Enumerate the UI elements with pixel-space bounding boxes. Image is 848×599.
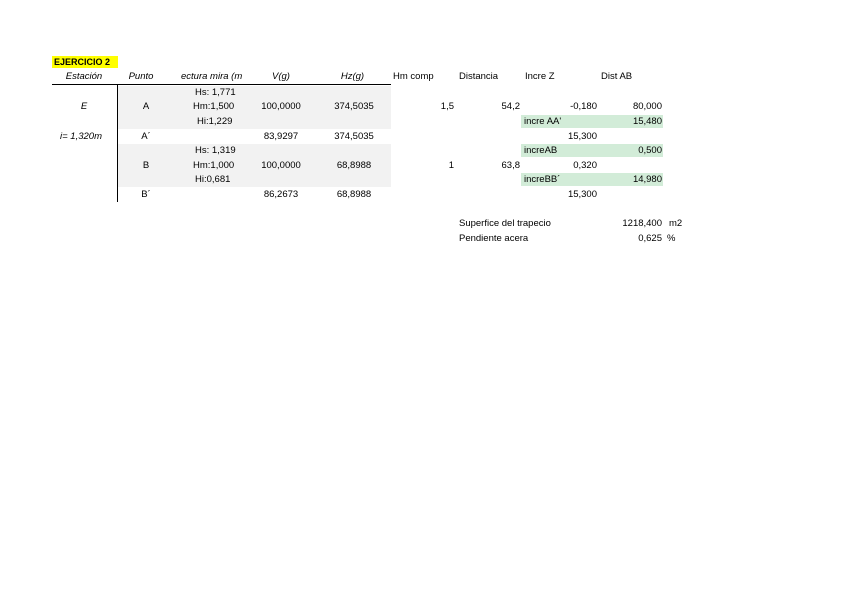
incre-bb-value: 14,980: [632, 174, 662, 185]
header-incre-z: Incre Z: [525, 71, 555, 82]
incre-bb-below: 15,300: [567, 189, 597, 200]
point-a-incre-z: -0,180: [570, 101, 597, 112]
point-b-distancia: 63,8: [501, 160, 520, 171]
header-v: V(g): [272, 71, 290, 82]
incre-ab-value: 0,500: [638, 145, 662, 156]
header-lectura-mira: ectura mira (m: [181, 71, 243, 82]
incre-ab-label: increAB: [524, 145, 558, 156]
point-b-prime-label: B´: [141, 189, 151, 200]
incre-aa-value: 15,480: [632, 116, 662, 127]
superficie-unit: m2: [669, 218, 683, 229]
exercise-title: EJERCICIO 2: [54, 57, 111, 67]
point-b-incre-z: 0,320: [573, 160, 597, 171]
point-a-prime-hz: 374,5035: [334, 131, 374, 142]
point-b-v: 100,0000: [261, 160, 301, 171]
point-a-dist-ab: 80,000: [632, 101, 662, 112]
point-a-prime-label: A´: [141, 131, 151, 142]
header-bottom-border: [52, 84, 391, 85]
incre-aa-below: 15,300: [567, 131, 597, 142]
point-a-hi: Hi:1,229: [197, 116, 233, 127]
header-hz: Hz(g): [340, 71, 365, 82]
point-a-v: 100,0000: [261, 101, 301, 112]
superficie-label: Superfice del trapecio: [459, 218, 551, 229]
superficie-value: 1218,400: [622, 218, 662, 229]
pendiente-label: Pendiente acera: [459, 233, 529, 244]
pendiente-unit: %: [667, 233, 676, 244]
header-distancia: Distancia: [459, 71, 499, 82]
point-b-prime-v: 86,2673: [263, 189, 299, 200]
station-name: E: [80, 101, 88, 112]
point-b-hs: Hs: 1,319: [195, 145, 236, 156]
header-punto: Punto: [128, 71, 154, 82]
point-b-label: B: [142, 160, 150, 171]
point-b-prime-hz: 68,8988: [336, 189, 372, 200]
point-a-hm: Hm:1,500: [193, 101, 235, 112]
point-b-hm: Hm:1,000: [193, 160, 235, 171]
point-a-hs: Hs: 1,771: [195, 87, 236, 98]
point-b-hi: Hi:0,681: [195, 174, 231, 185]
point-a-hm-comp: 1,5: [440, 101, 454, 112]
point-a-label: A: [142, 101, 150, 112]
point-a-distancia: 54,2: [501, 101, 520, 112]
header-estacion: Estación: [65, 71, 103, 82]
point-a-hz: 374,5035: [334, 101, 374, 112]
point-b-hz: 68,8988: [336, 160, 372, 171]
pendiente-value: 0,625: [638, 233, 662, 244]
point-a-prime-v: 83,9297: [263, 131, 299, 142]
station-height: i= 1,320m: [60, 131, 102, 142]
incre-bb-label: increBB´: [524, 174, 561, 185]
point-b-hm-comp: 1: [448, 160, 454, 171]
header-dist-ab: Dist AB: [601, 71, 633, 82]
header-hm-comp: Hm comp: [393, 71, 434, 82]
incre-aa-label: incre AA': [524, 116, 562, 127]
